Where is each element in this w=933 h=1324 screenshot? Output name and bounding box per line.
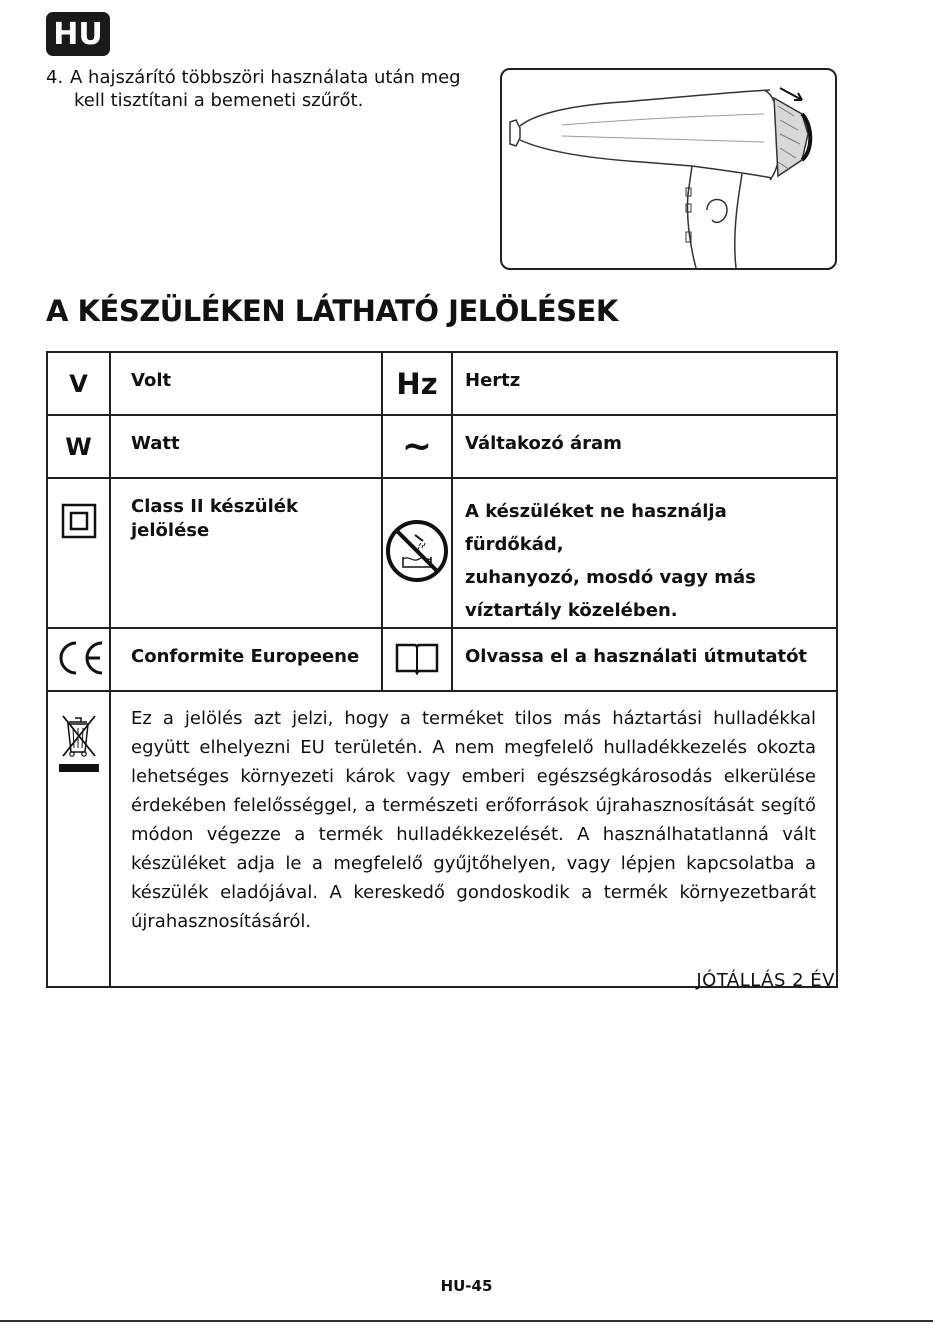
class-ii-icon: [61, 503, 97, 539]
weee-description: Ez a jelölés azt jelzi, hogy a terméket tilos más háztartási hulladékkal együtt elhelyezni EU területén. A nem megfelelő hulladékkezelés okozta lehetséges környezeti károk vagy emberi egészségkárosodás elkerülése érdekében felelősséggel, a természeti erőforrások újrahasznosítását segítő módon végezze a termék hulladékkezelését. A használhatatlanná vált készüléket adja le a megfelelő gyűjtőhelyen, vagy lépjen kapcsolatba a készülék eladójával. A kereskedő gondoskodik a termék környezetbarát újrahasznosításáról.: [110, 691, 837, 987]
class2-label: [110, 478, 382, 628]
section-heading: A KÉSZÜLÉKEN LÁTHATÓ JELÖLÉSEK: [46, 294, 618, 328]
ac-label: Váltakozó áram: [452, 415, 837, 478]
no-bath-symbol-cell: [382, 478, 452, 628]
instruction-step: [46, 66, 496, 112]
class2-label-line-1: Class II készülék: [131, 496, 298, 517]
table-row: [47, 628, 837, 691]
volt-symbol: V: [69, 369, 88, 398]
no-bath-line-3: víztartály közelében.: [465, 600, 678, 621]
manual-symbol-cell: [382, 628, 452, 691]
bottom-divider: [0, 1320, 933, 1322]
table-row: [47, 478, 837, 628]
watt-symbol: W: [65, 432, 92, 461]
ac-symbol-cell: [382, 415, 452, 478]
step-number: 4.: [46, 67, 64, 88]
step-line-1: A hajszárító többszöri használata után meg: [70, 67, 461, 88]
no-bath-line-1: A készüléket ne használja fürdőkád,: [465, 501, 727, 555]
no-bathtub-icon: [385, 519, 449, 583]
ce-mark-icon: [52, 639, 106, 677]
language-badge: HU: [46, 12, 110, 56]
class2-label-line-2: jelölése: [131, 520, 210, 541]
table-row: [47, 415, 837, 478]
symbols-table: [46, 351, 838, 988]
volt-label: Volt: [110, 352, 382, 415]
hertz-symbol: Hz: [396, 366, 438, 401]
no-bath-line-2: zuhanyozó, mosdó vagy más: [465, 567, 756, 588]
ce-label: Conformite Europeene: [110, 628, 382, 691]
hertz-symbol-cell: [382, 352, 452, 415]
ac-symbol: ~: [401, 426, 433, 467]
weee-symbol-cell: [47, 691, 110, 987]
hertz-label: Hertz: [452, 352, 837, 415]
manual-label: Olvassa el a használati útmutatót: [452, 628, 837, 691]
page-number: HU-45: [440, 1277, 493, 1295]
step-line-2: kell tisztítani a bemeneti szűrőt.: [74, 90, 364, 111]
open-book-icon: [394, 641, 440, 675]
warranty-note: JÓTÁLLÁS 2 ÉV: [696, 970, 835, 991]
ce-symbol-cell: [47, 628, 110, 691]
table-row: [47, 691, 837, 987]
class2-symbol-cell: [47, 478, 110, 628]
table-row: [47, 352, 837, 415]
hair-dryer-illustration: [502, 70, 835, 268]
volt-symbol-cell: [47, 352, 110, 415]
crossed-bin-icon: [57, 710, 101, 778]
watt-label: Watt: [110, 415, 382, 478]
hair-dryer-figure: [500, 68, 837, 270]
watt-symbol-cell: [47, 415, 110, 478]
no-bath-label: [452, 478, 837, 628]
